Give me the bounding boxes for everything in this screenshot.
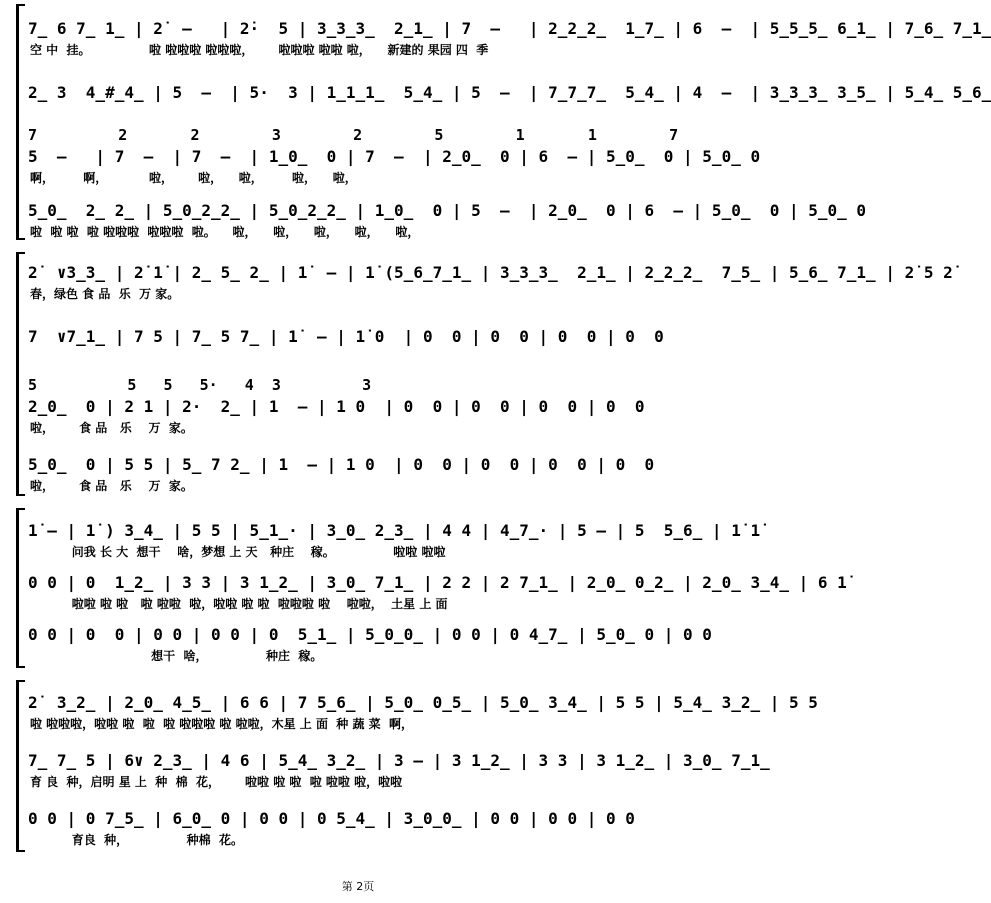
system-bracket <box>16 680 25 852</box>
notation-line: 0 0 | 0 7̲5̲ | 6̲0̲ 0 | 0 0 | 0 5̲4̲ | 3̲0̲0̲ | 0 0 | 0 0 | 0 0 <box>28 809 635 828</box>
page-number: 第 2页 <box>341 880 375 893</box>
score-system-2 <box>16 252 953 496</box>
lyrics-line: 啦 啦 啦 啦 啦啦啦 啦啦啦 啦。 啦， 啦， 啦， 啦， 啦， <box>30 225 420 239</box>
notation-line: 0 0 | 0 1̲2̲ | 3 3 | 3 1̲2̲ | 3̲0̲ 7̲1̲ | 2 2 | 2 7̲1̲ | 2̲0̲ 0̲2̲ | 2̲0̲ 3̲4̲ | 6 1̇ <box>28 573 847 592</box>
score-system-4 <box>16 680 818 852</box>
lyrics-line: 空 中 挂。 啦 啦啦啦 啦啦啦， 啦啦啦 啦啦 啦， 新建的 果园 四 季 <box>30 43 489 57</box>
score-system-3 <box>16 508 847 668</box>
upper-voice-line: 7 2 2 3 2 5 1 1 7 <box>28 126 679 144</box>
notation-line: 5̲0̲ 2̲ 2̲ | 5̲0̲2̲2̲ | 5̲0̲2̲2̲ | 1̲0̲ 0 | 5 – | 2̲0̲ 0 | 6 – | 5̲0̲ 0 | 5̲0̲ 0 <box>28 201 867 220</box>
notation-line: 5̲0̲ 0 | 5 5 | 5̲ 7 2̲ | 1 – | 1 0 | 0 0 | 0 0 | 0 0 | 0 0 <box>28 455 655 474</box>
lyrics-line: 啊， 啊， 啦， 啦， 啦， 啦， 啦， <box>30 171 357 185</box>
notation-line: 2̲0̲ 0 | 2 1 | 2· 2̲ | 1 – | 1 0 | 0 0 | 0 0 | 0 0 | 0 0 <box>28 397 645 416</box>
system-bracket <box>16 252 25 496</box>
lyrics-line: 啦， 食 品 乐 万 家。 <box>30 421 193 435</box>
lyrics-line: 春，绿色 食 品 乐 万 家。 <box>30 287 180 301</box>
upper-voice-line: 5 5 5 5· 4 3 3 <box>28 376 372 394</box>
lyrics-line: 啦 啦啦啦，啦啦 啦 啦 啦 啦啦啦 啦 啦啦，木星 上 面 种 蔬 菜 啊， <box>30 717 414 731</box>
notation-line: 7 ∨7̲1̲ | 7 5 | 7̲ 5 7̲ | 1̇ – | 1̇ 0 | 0 0 | 0 0 | 0 0 | 0 0 <box>28 327 664 346</box>
notation-line: 5 – | 7 – | 7 – | 1̲0̲ 0 | 7 – | 2̲0̲ 0 | 6 – | 5̲0̲ 0 | 5̲0̲ 0 <box>28 147 761 166</box>
notation-line: 2̲ 3 4̲#̲4̲ | 5 – | 5· 3 | 1̲1̲1̲ 5̲4̲ | 5 – | 7̲7̲7̲ 5̲4̲ | 4 – | 3̲3̲3̲ 3̲5̲ | 5̲4̲ 5̲6̲ <box>28 83 991 102</box>
lyrics-line: 啦， 食 品 乐 万 家。 <box>30 479 193 493</box>
lyrics-line <box>30 350 700 366</box>
notation-line: 7̲ 6 7̲ 1̲ | 2̇ – | 2̇· 5 | 3̲3̲3̲ 2̲1̲ | 7 – | 2̲2̲2̲ 1̲7̲ | 6 – | 5̲5̲5̲ 6̲1̲ | 7̲6̲ 7̲1̲ <box>28 19 991 38</box>
score-system-1 <box>16 4 991 240</box>
notation-line: 2̇ 3̲2̲ | 2̲0̲ 4̲5̲ | 6 6 | 7 5̲6̲ | 5̲0̲ 0̲5̲ | 5̲0̲ 3̲4̲ | 5 5 | 5̲4̲ 3̲2̲ | 5 5 <box>28 693 818 712</box>
system-bracket <box>16 508 25 668</box>
lyrics-line: 想干 啥， 种庄 稼。 <box>30 649 323 663</box>
lyrics-line: 育 良 种，启明 星 上 种 棉 花， 啦啦 啦 啦 啦 啦啦 啦，啦啦 <box>30 775 403 789</box>
lyrics-line <box>30 106 700 122</box>
lyrics-line: 啦啦 啦 啦 啦 啦啦 啦，啦啦 啦 啦 啦啦啦 啦 啦啦， 土星 上 面 <box>30 597 448 611</box>
notation-line: 0 0 | 0 0 | 0 0 | 0 0 | 0 5̲1̲ | 5̲0̲0̲ | 0 0 | 0 4̲7̲ | 5̲0̲ 0 | 0 0 <box>28 625 712 644</box>
lyrics-line: 育良 种， 种棉 花。 <box>30 833 243 847</box>
notation-line: 1̇ – | 1̇ ) 3̲4̲ | 5 5 | 5̲1̲· | 3̲0̲ 2̲3̲ | 4 4 | 4̲7̲· | 5 – | 5 5̲6̲ | 1̇ 1̇ <box>28 521 761 540</box>
lyrics-line: 问我 长 大 想干 啥，梦想 上 天 种庄 稼。 啦啦 啦啦 <box>30 545 446 559</box>
notation-line: 2̇ ∨3̲3̲ | 2̇ 1̇ | 2̲ 5̲ 2̲ | 1̇ – | 1̇ (5̲6̲7̲1̲ | 3̲3̲3̲ 2̲1̲ | 2̲2̲2̲ 7̲5̲ | 5̲6̲ 7̲1̲ | 2̇ 5 2̇ <box>28 263 953 282</box>
notation-line: 7̲ 7̲ 5 | 6∨ 2̲3̲ | 4 6 | 5̲4̲ 3̲2̲ | 3 – | 3 1̲2̲ | 3 3 | 3 1̲2̲ | 3̲0̲ 7̲1̲ <box>28 751 770 770</box>
system-bracket <box>16 4 25 240</box>
